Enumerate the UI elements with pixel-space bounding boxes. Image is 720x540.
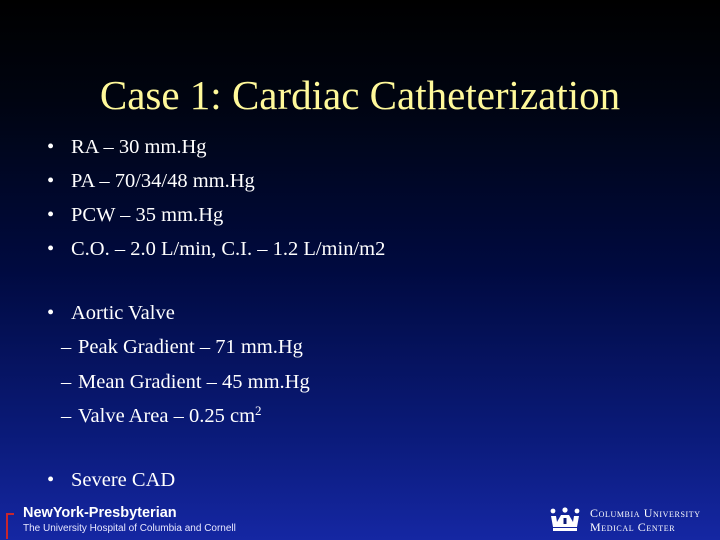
columbia-university-logo <box>546 503 716 537</box>
sub-bullet-text <box>78 403 262 429</box>
bullet-dot: • <box>47 204 55 226</box>
bullet-dot: • <box>47 170 55 192</box>
slide-title: Case 1: Cardiac Catheterization <box>99 72 621 118</box>
valve-area-superscript: 2 <box>255 403 262 418</box>
bullet-dot: • <box>47 238 55 260</box>
sub-bullet-dash: – <box>61 371 72 393</box>
bullet-dot: • <box>47 469 55 491</box>
sub-bullet-text: Peak Gradient – 71 mm.Hg <box>78 336 303 358</box>
bullet-text: Aortic Valve <box>71 302 175 324</box>
valve-area-text: Valve Area – 0.25 cm <box>78 405 256 427</box>
sub-bullet-text: Mean Gradient – 45 mm.Hg <box>78 371 310 393</box>
bullet-text: C.O. – 2.0 L/min, C.I. – 1.2 L/min/m2 <box>71 238 386 260</box>
sub-bullet-dash: – <box>61 405 72 427</box>
bullet-dot: • <box>47 302 55 324</box>
bullet-text: PCW – 35 mm.Hg <box>71 204 224 226</box>
nyp-logo-name: NewYork-Presbyterian <box>23 505 177 521</box>
bullet-dot: • <box>47 136 55 158</box>
crown-icon <box>548 507 582 533</box>
logo-bracket-icon <box>6 513 14 539</box>
sub-bullet-dash: – <box>61 336 72 358</box>
bullet-text: Severe CAD <box>71 469 176 491</box>
nyp-logo-subtitle: The University Hospital of Columbia and Cornell <box>23 523 236 534</box>
newyork-presbyterian-logo <box>6 505 246 539</box>
bullet-text: PA – 70/34/48 mm.Hg <box>71 170 255 192</box>
cu-logo-line1: Columbia University <box>590 506 701 520</box>
bullet-text: RA – 30 mm.Hg <box>71 136 207 158</box>
cu-logo-line2: Medical Center <box>590 520 676 534</box>
